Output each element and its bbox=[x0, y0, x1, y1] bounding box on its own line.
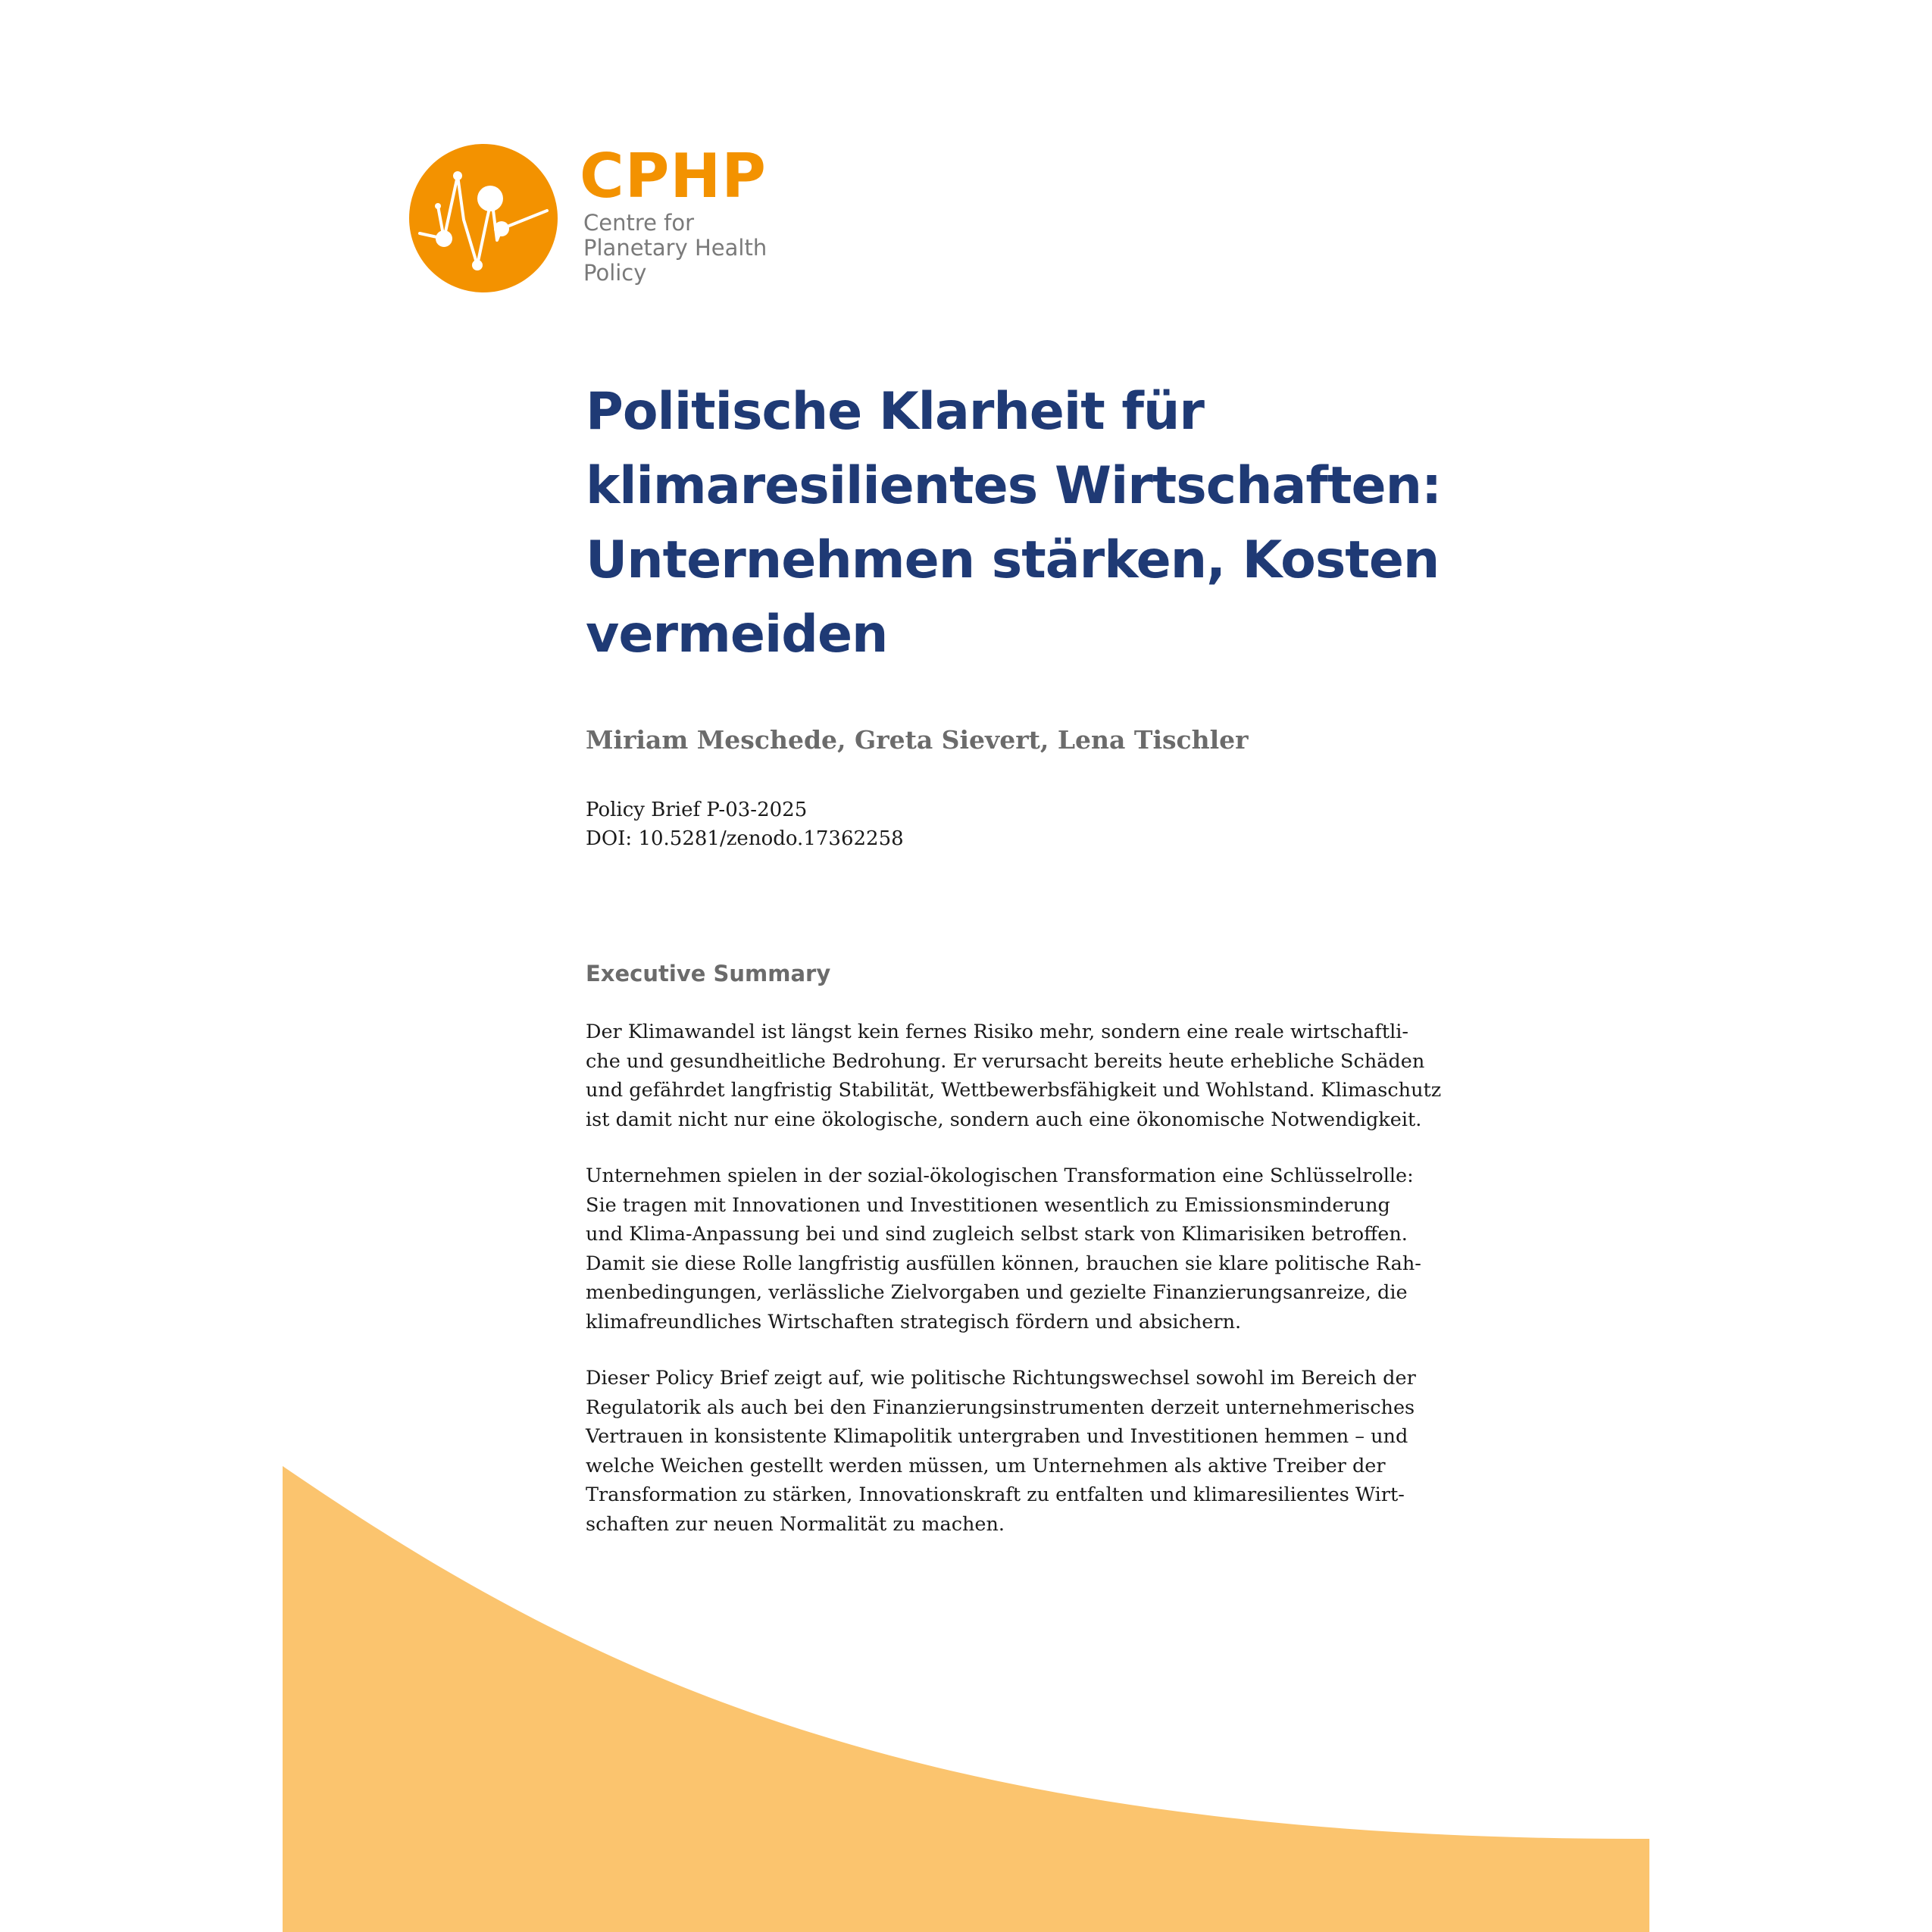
text-line: ist damit nicht nur eine ökologische, sondern auch eine ökonomische Notwendigkeit. bbox=[586, 1108, 1422, 1131]
logo-acronym: CPHP bbox=[580, 141, 767, 211]
text-line: Vertrauen in konsistente Klimapolitik untergraben und Investitionen hemmen – und bbox=[586, 1425, 1408, 1448]
text-line: und gefährdet langfristig Stabilität, Wettbewerbsfähigkeit und Wohlstand. Klimaschutz bbox=[586, 1079, 1442, 1102]
text-line: Sie tragen mit Innovationen und Investitionen wesentlich zu Emissionsminderung bbox=[586, 1193, 1390, 1217]
summary-paragraph bbox=[586, 1018, 1449, 1134]
text-line: schaften zur neuen Normalität zu machen. bbox=[586, 1512, 1005, 1536]
author-list: Miriam Meschede, Greta Sievert, Lena Tischler bbox=[586, 725, 1249, 755]
title-line: klimaresilientes Wirtschaften: bbox=[586, 456, 1442, 516]
cphp-logo bbox=[409, 141, 833, 295]
text-line: klimafreundliches Wirtschaften strategisch fördern und absichern. bbox=[586, 1310, 1242, 1333]
text-line: menbedingungen, verlässliche Zielvorgaben und gezielte Finanzierungsanreize, die bbox=[586, 1281, 1408, 1304]
executive-summary-body bbox=[586, 1018, 1449, 1566]
doi: DOI: 10.5281/zenodo.17362258 bbox=[586, 827, 904, 850]
text-line: Unternehmen spielen in der sozial-ökologischen Transformation eine Schlüsselrolle: bbox=[586, 1165, 1414, 1187]
text-line: che und gesundheitliche Bedrohung. Er verursacht bereits heute erhebliche Schäden bbox=[586, 1049, 1425, 1073]
title-line: vermeiden bbox=[586, 605, 888, 664]
cphp-network-circle-icon bbox=[409, 144, 558, 292]
text-line: Regulatorik als auch bei den Finanzierungsinstrumenten derzeit unternehmerisches bbox=[586, 1396, 1415, 1419]
logo-organization-name bbox=[583, 211, 767, 286]
logo-name-line: Policy bbox=[583, 260, 647, 286]
title-line: Unternehmen stärken, Kosten bbox=[586, 530, 1440, 590]
text-line: welche Weichen gestellt werden müssen, um Unternehmen als aktive Treiber der bbox=[586, 1454, 1386, 1477]
summary-paragraph bbox=[586, 1364, 1449, 1539]
text-line: Der Klimawandel ist längst kein fernes Risiko mehr, sondern eine reale wirtschaftli- bbox=[586, 1021, 1409, 1043]
document-title bbox=[586, 375, 1449, 672]
series-number: Policy Brief P-03-2025 bbox=[586, 799, 808, 821]
logo-name-line: Centre for bbox=[583, 210, 695, 236]
publication-meta bbox=[586, 796, 1449, 853]
title-line: Politische Klarheit für bbox=[586, 382, 1204, 442]
logo-name-line: Planetary Health bbox=[583, 235, 767, 261]
summary-paragraph bbox=[586, 1161, 1449, 1336]
text-line: Transformation zu stärken, Innovationskraft zu entfalten und klimaresilientes Wirt- bbox=[586, 1483, 1405, 1506]
text-line: Dieser Policy Brief zeigt auf, wie politische Richtungswechsel sowohl im Bereich der bbox=[586, 1367, 1416, 1390]
text-line: und Klima-Anpassung bei und sind zugleich selbst stark von Klimarisiken betroffen. bbox=[586, 1223, 1408, 1246]
text-line: Damit sie diese Rolle langfristig ausfüllen können, brauchen sie klare politische Rah- bbox=[586, 1252, 1421, 1275]
executive-summary-heading: Executive Summary bbox=[586, 961, 831, 986]
